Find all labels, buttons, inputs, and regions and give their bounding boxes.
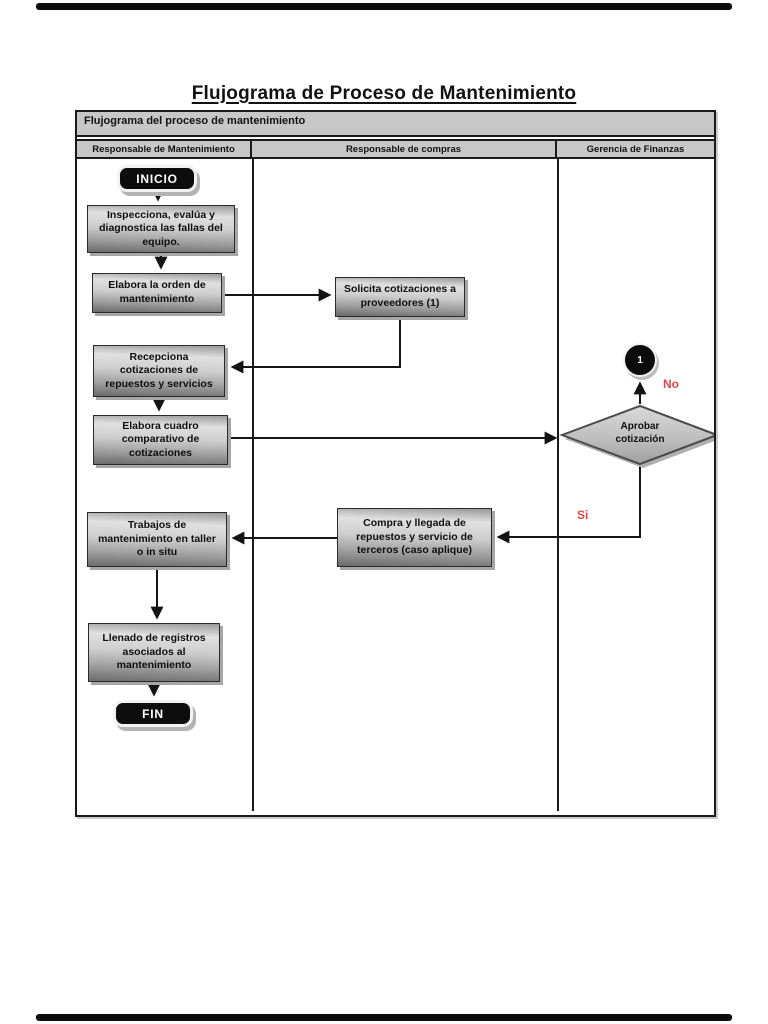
column-header-finanzas: Gerencia de Finanzas	[586, 144, 685, 155]
branch-label-no: No	[663, 377, 679, 391]
flow-step-solicita-cotizaciones: Solicita cotizaciones a proveedores (1)	[335, 277, 465, 317]
flow-step-recepciona-cotizaciones: Recepciona cotizaciones de repuestos y servicios	[93, 345, 225, 397]
column-header-mantenimiento: Responsable de Mantenimiento	[77, 141, 252, 157]
flowchart-table	[75, 110, 716, 817]
column-header-compras: Responsable de compras	[252, 141, 557, 157]
flow-step-elabora-orden: Elabora la orden de mantenimiento	[92, 273, 222, 313]
flow-step-compra-llegada: Compra y llegada de repuestos y servicio de terceros (caso aplique)	[337, 508, 492, 567]
decision-aprobar-label: Aprobar cotización	[615, 421, 665, 445]
swimlane-header-row	[77, 141, 714, 159]
off-page-connector-1: 1	[623, 343, 657, 377]
flowchart-canvas	[77, 159, 714, 811]
top-page-edge-bar	[36, 3, 732, 10]
page-title: Flujograma de Proceso de Mantenimiento	[191, 83, 577, 104]
flow-step-cuadro-comparativo: Elabora cuadro comparativo de cotizaciones	[93, 415, 228, 465]
flow-step-llenado-registros: Llenado de registros asociados al mantenimiento	[88, 623, 220, 682]
flow-terminator-inicio: INICIO	[117, 165, 197, 192]
branch-label-si: Si	[577, 508, 589, 522]
bottom-page-edge-bar	[36, 1014, 732, 1021]
flow-terminator-fin: FIN	[113, 700, 193, 727]
flow-step-inspecciona: Inspecciona, evalúa y diagnostica las fallas del equipo.	[87, 205, 235, 253]
flow-step-trabajos-mantenimiento: Trabajos de mantenimiento en taller o in situ	[87, 512, 227, 567]
table-caption: Flujograma del proceso de mantenimiento	[77, 112, 714, 137]
